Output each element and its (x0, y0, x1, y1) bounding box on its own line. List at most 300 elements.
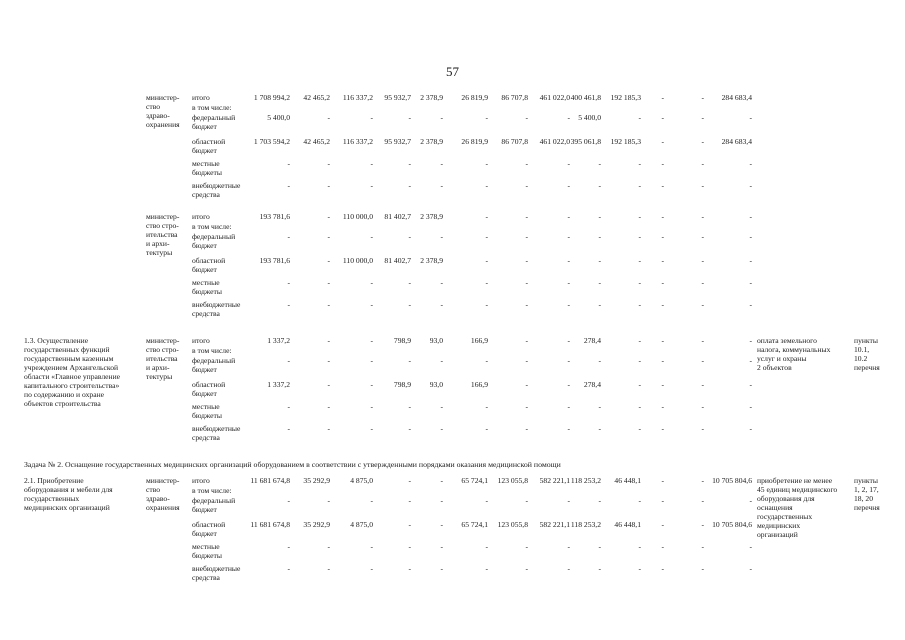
table-cell: - (749, 380, 752, 389)
table-cell: - (598, 424, 601, 433)
table-cell: - (638, 159, 641, 168)
result-text-line: приобретение не менее (757, 476, 833, 485)
table-cell: 284 683,4 (721, 137, 752, 146)
table-cell: - (525, 402, 528, 411)
table-cell: - (701, 159, 704, 168)
table-cell: - (485, 232, 488, 241)
source-label-local-line: бюджеты (192, 168, 222, 177)
table-cell: - (567, 181, 570, 190)
table-cell: - (701, 476, 704, 485)
executor-text-line: ительства (146, 354, 178, 363)
table-cell: - (661, 137, 664, 146)
table-cell: 4 875,0 (350, 476, 373, 485)
table-cell: 461 022,0 (539, 137, 570, 146)
source-label-offbudget-line: средства (192, 573, 220, 582)
reference-text-line: 10.1, (854, 345, 870, 354)
table-cell: - (567, 256, 570, 265)
table-cell: 798,9 (393, 336, 411, 345)
table-cell: 278,4 (583, 380, 601, 389)
table-cell: - (525, 232, 528, 241)
table-cell: 1 708 994,2 (253, 93, 290, 102)
table-cell: - (485, 496, 488, 505)
table-cell: - (701, 232, 704, 241)
table-cell: - (327, 300, 330, 309)
table-cell: - (440, 278, 443, 287)
table-cell: - (598, 159, 601, 168)
page-number: 57 (446, 64, 459, 79)
table-cell: - (749, 402, 752, 411)
table-cell: - (525, 113, 528, 122)
table-cell: - (661, 212, 664, 221)
result-text-line: оборудования для (757, 494, 815, 503)
table-cell: 81 402,7 (384, 256, 411, 265)
table-cell: - (638, 424, 641, 433)
table-cell: - (638, 380, 641, 389)
source-label-offbudget-line: средства (192, 190, 220, 199)
table-cell: 95 932,7 (384, 93, 411, 102)
table-cell: - (370, 300, 373, 309)
table-cell: - (485, 402, 488, 411)
source-label-regional-line: бюджет (192, 265, 217, 274)
executor-text-line: и архи- (146, 363, 170, 372)
source-label-regional-line: областной (192, 380, 226, 389)
table-cell: - (287, 232, 290, 241)
table-cell: - (440, 542, 443, 551)
task-heading: Задача № 2. Оснащение государственных медицинских организаций оборудованием в соответствии с утвержденными порядками оказания медицинской помощи (24, 460, 561, 469)
table-cell: - (370, 278, 373, 287)
table-cell: - (598, 181, 601, 190)
executor-text-line: ительства (146, 230, 178, 239)
reference-text-line: перечня (854, 363, 880, 372)
table-cell: - (370, 336, 373, 345)
table-cell: - (661, 181, 664, 190)
source-label-regional-line: областной (192, 520, 226, 529)
table-cell: - (638, 564, 641, 573)
executor-text-line: министер- (146, 476, 180, 485)
result-text-line: оснащения (757, 503, 793, 512)
table-cell: 93,0 (429, 336, 443, 345)
reference-text-line: 1, 2, 17, (854, 485, 879, 494)
table-cell: - (370, 232, 373, 241)
table-cell: - (661, 278, 664, 287)
table-cell: - (638, 300, 641, 309)
table-cell: 284 683,4 (721, 93, 752, 102)
table-cell: - (408, 159, 411, 168)
table-cell: 193 781,6 (259, 256, 290, 265)
table-cell: - (440, 232, 443, 241)
table-cell: - (638, 336, 641, 345)
source-label-offbudget-line: внебюджетные (192, 181, 241, 190)
table-cell: 42 465,2 (303, 93, 330, 102)
table-cell: - (408, 300, 411, 309)
table-cell: - (598, 542, 601, 551)
executor-text-line: министер- (146, 93, 180, 102)
table-cell: - (661, 402, 664, 411)
table-cell: 26 819,9 (461, 137, 488, 146)
table-cell: - (661, 93, 664, 102)
table-cell: - (408, 520, 411, 529)
table-cell: - (370, 542, 373, 551)
table-cell: - (567, 278, 570, 287)
item-text-line: учреждением Архангельской (24, 363, 119, 372)
table-cell: - (638, 402, 641, 411)
reference-text-line: 18, 20 (854, 494, 873, 503)
table-cell: - (408, 476, 411, 485)
table-cell: 192 185,3 (610, 93, 641, 102)
source-label-federal-line: бюджет (192, 241, 217, 250)
table-cell: - (485, 278, 488, 287)
table-cell: 116 337,2 (342, 93, 373, 102)
table-cell: - (701, 278, 704, 287)
source-label-federal-line: федеральный (192, 496, 236, 505)
table-cell: - (525, 380, 528, 389)
table-cell: - (287, 300, 290, 309)
table-cell: - (567, 336, 570, 345)
table-cell: - (598, 278, 601, 287)
table-cell: - (408, 181, 411, 190)
table-cell: - (327, 256, 330, 265)
table-cell: 123 055,8 (497, 476, 528, 485)
table-cell: 93,0 (429, 380, 443, 389)
table-cell: 2 378,9 (420, 212, 443, 221)
table-cell: - (661, 256, 664, 265)
table-cell: - (638, 181, 641, 190)
table-cell: - (327, 356, 330, 365)
table-cell: - (701, 356, 704, 365)
reference-text-line: пункты (854, 476, 878, 485)
table-cell: - (661, 424, 664, 433)
result-text-line: 2 объектов (757, 363, 792, 372)
executor-text-line: ство стро- (146, 221, 179, 230)
executor-text-line: охранения (146, 120, 180, 129)
table-cell: 166,9 (470, 336, 488, 345)
source-label-regional-line: бюджет (192, 389, 217, 398)
table-cell: 5 400,0 (267, 113, 290, 122)
table-cell: - (638, 232, 641, 241)
table-cell: - (327, 159, 330, 168)
table-cell: - (567, 232, 570, 241)
table-cell: - (661, 336, 664, 345)
table-cell: - (370, 496, 373, 505)
result-text-line: государственных (757, 512, 813, 521)
table-cell: - (440, 476, 443, 485)
table-cell: - (701, 496, 704, 505)
table-cell: - (701, 402, 704, 411)
item-text-line: государственным казенным (24, 354, 114, 363)
table-cell: - (749, 212, 752, 221)
table-cell: - (701, 300, 704, 309)
source-label-offbudget-line: внебюджетные (192, 564, 241, 573)
source-label-offbudget-line: внебюджетные (192, 424, 241, 433)
source-label-offbudget-line: средства (192, 433, 220, 442)
source-label-incl-line: в том числе: (192, 486, 232, 495)
table-cell: 582 221,1 (539, 476, 570, 485)
table-cell: - (485, 542, 488, 551)
table-cell: - (661, 356, 664, 365)
table-cell: 1 703 594,2 (253, 137, 290, 146)
source-label-incl-line: в том числе: (192, 103, 232, 112)
table-cell: 86 707,8 (501, 137, 528, 146)
table-cell: - (440, 159, 443, 168)
table-cell: 65 724,1 (461, 476, 488, 485)
table-cell: - (567, 212, 570, 221)
table-cell: - (749, 256, 752, 265)
table-cell: - (525, 542, 528, 551)
executor-text-line: и архи- (146, 239, 170, 248)
table-cell: 193 781,6 (259, 212, 290, 221)
reference-text-line: 10.2 (854, 354, 868, 363)
table-cell: - (370, 113, 373, 122)
table-cell: - (327, 278, 330, 287)
table-cell: - (408, 113, 411, 122)
table-cell: - (749, 356, 752, 365)
executor-text-line: здраво- (146, 111, 170, 120)
table-cell: - (749, 232, 752, 241)
table-cell: 118 253,2 (570, 476, 601, 485)
source-label-regional-line: областной (192, 256, 226, 265)
executor-text-line: тектуры (146, 248, 173, 257)
table-cell: - (408, 232, 411, 241)
executor-text-line: охранения (146, 503, 180, 512)
table-cell: 10 705 804,6 (712, 520, 752, 529)
table-cell: - (408, 542, 411, 551)
table-cell: 95 932,7 (384, 137, 411, 146)
item-text-line: по содержанию и охране (24, 390, 105, 399)
table-cell: 166,9 (470, 380, 488, 389)
table-cell: - (485, 424, 488, 433)
table-cell: 4 875,0 (350, 520, 373, 529)
table-cell: 123 055,8 (497, 520, 528, 529)
table-cell: - (749, 181, 752, 190)
source-label-federal-line: бюджет (192, 365, 217, 374)
result-text-line: медицинских (757, 521, 801, 530)
table-cell: 86 707,8 (501, 93, 528, 102)
table-cell: - (598, 356, 601, 365)
table-cell: - (701, 256, 704, 265)
table-cell: - (638, 356, 641, 365)
table-cell: 46 448,1 (614, 520, 641, 529)
table-cell: - (598, 496, 601, 505)
table-cell: - (661, 476, 664, 485)
table-cell: - (567, 402, 570, 411)
table-cell: - (749, 564, 752, 573)
table-cell: 26 819,9 (461, 93, 488, 102)
table-cell: - (749, 496, 752, 505)
source-label-offbudget-line: средства (192, 309, 220, 318)
table-cell: - (287, 356, 290, 365)
table-cell: - (701, 336, 704, 345)
table-cell: 116 337,2 (342, 137, 373, 146)
table-cell: - (525, 278, 528, 287)
table-cell: - (485, 181, 488, 190)
table-cell: 110 000,0 (342, 256, 373, 265)
table-cell: - (701, 424, 704, 433)
source-label-offbudget-line: внебюджетные (192, 300, 241, 309)
table-cell: - (485, 159, 488, 168)
result-text-line: организаций (757, 530, 798, 539)
table-cell: - (567, 159, 570, 168)
table-cell: - (485, 300, 488, 309)
reference-text-line: перечня (854, 503, 880, 512)
table-cell: 2 378,9 (420, 137, 443, 146)
result-text-line: оплата земельного (757, 336, 817, 345)
table-cell: - (327, 212, 330, 221)
table-cell: - (525, 356, 528, 365)
table-cell: - (440, 496, 443, 505)
table-cell: - (370, 564, 373, 573)
table-cell: - (287, 496, 290, 505)
table-cell: - (370, 380, 373, 389)
table-cell: - (408, 424, 411, 433)
table-cell: 582 221,1 (539, 520, 570, 529)
result-text-line: 45 единиц медицинского (757, 485, 838, 494)
table-cell: - (598, 232, 601, 241)
table-cell: - (661, 564, 664, 573)
table-cell: - (485, 356, 488, 365)
table-cell: - (598, 564, 601, 573)
executor-text-line: ство (146, 485, 161, 494)
table-cell: - (598, 300, 601, 309)
source-label-total-line: итого (192, 93, 210, 102)
table-cell: - (370, 402, 373, 411)
executor-text-line: ство (146, 102, 161, 111)
source-label-local-line: местные (192, 278, 220, 287)
source-label-local-line: бюджеты (192, 551, 222, 560)
table-cell: - (567, 300, 570, 309)
table-cell: 118 253,2 (570, 520, 601, 529)
table-cell: 35 292,9 (303, 476, 330, 485)
table-cell: - (327, 564, 330, 573)
table-cell: - (749, 542, 752, 551)
item-text-line: медицинских организаций (24, 503, 110, 512)
table-cell: - (638, 278, 641, 287)
table-cell: - (661, 232, 664, 241)
executor-text-line: здраво- (146, 494, 170, 503)
table-cell: - (485, 212, 488, 221)
table-cell: - (701, 212, 704, 221)
source-label-total-line: итого (192, 212, 210, 221)
table-cell: - (440, 424, 443, 433)
table-cell: - (661, 159, 664, 168)
table-cell: 11 681 674,8 (250, 476, 290, 485)
table-cell: - (440, 520, 443, 529)
table-cell: - (749, 424, 752, 433)
table-cell: - (440, 402, 443, 411)
source-label-incl-line: в том числе: (192, 346, 232, 355)
table-cell: - (749, 113, 752, 122)
item-text-line: капитального строительства» (24, 381, 120, 390)
item-text-line: области «Главное управление (24, 372, 121, 381)
table-cell: - (567, 424, 570, 433)
table-cell: 110 000,0 (342, 212, 373, 221)
table-cell: - (408, 564, 411, 573)
item-text-line: объектов строительства (24, 399, 101, 408)
table-cell: - (408, 402, 411, 411)
table-cell: - (567, 113, 570, 122)
table-cell: - (661, 496, 664, 505)
table-cell: - (408, 278, 411, 287)
table-cell: - (327, 336, 330, 345)
table-cell: - (638, 212, 641, 221)
table-cell: - (287, 278, 290, 287)
table-cell: - (661, 520, 664, 529)
table-cell: - (525, 212, 528, 221)
table-cell: - (661, 113, 664, 122)
table-cell: - (749, 336, 752, 345)
table-cell: - (661, 542, 664, 551)
table-cell: - (327, 496, 330, 505)
table-cell: 278,4 (583, 336, 601, 345)
table-cell: - (749, 159, 752, 168)
table-cell: - (485, 564, 488, 573)
table-cell: - (525, 336, 528, 345)
table-cell: - (440, 113, 443, 122)
table-cell: - (525, 159, 528, 168)
table-cell: 11 681 674,8 (250, 520, 290, 529)
table-cell: - (567, 380, 570, 389)
table-cell: - (525, 424, 528, 433)
table-cell: - (661, 380, 664, 389)
table-cell: 461 022,0 (539, 93, 570, 102)
table-cell: - (327, 380, 330, 389)
source-label-local-line: бюджеты (192, 411, 222, 420)
table-cell: - (638, 256, 641, 265)
table-cell: - (525, 496, 528, 505)
table-cell: - (567, 356, 570, 365)
table-cell: - (749, 300, 752, 309)
table-cell: - (638, 496, 641, 505)
result-text-line: налога, коммунальных (757, 345, 831, 354)
table-cell: - (701, 181, 704, 190)
source-label-total-line: итого (192, 476, 210, 485)
source-label-regional-line: бюджет (192, 529, 217, 538)
table-cell: - (408, 356, 411, 365)
item-text-line: государственных функций (24, 345, 110, 354)
table-cell: 395 061,8 (570, 137, 601, 146)
table-cell: - (525, 564, 528, 573)
table-cell: - (327, 181, 330, 190)
table-cell: - (287, 564, 290, 573)
table-cell: - (598, 256, 601, 265)
source-label-regional-line: областной (192, 137, 226, 146)
source-label-regional-line: бюджет (192, 146, 217, 155)
table-cell: 2 378,9 (420, 256, 443, 265)
source-label-incl-line: в том числе: (192, 222, 232, 231)
source-label-local-line: местные (192, 542, 220, 551)
table-cell: - (287, 424, 290, 433)
table-cell: - (327, 424, 330, 433)
table-cell: - (525, 181, 528, 190)
source-label-federal-line: бюджет (192, 505, 217, 514)
table-cell: 65 724,1 (461, 520, 488, 529)
item-text-line: 2.1. Приобретение (24, 476, 84, 485)
table-cell: - (440, 181, 443, 190)
table-cell: 35 292,9 (303, 520, 330, 529)
table-cell: 81 402,7 (384, 212, 411, 221)
table-cell: - (370, 356, 373, 365)
source-label-federal-line: бюджет (192, 122, 217, 131)
source-label-local-line: местные (192, 159, 220, 168)
table-cell: - (598, 402, 601, 411)
table-cell: 1 337,2 (267, 336, 290, 345)
table-cell: - (567, 496, 570, 505)
table-cell: 10 705 804,6 (712, 476, 752, 485)
table-cell: - (638, 113, 641, 122)
table-cell: - (287, 542, 290, 551)
table-cell: - (370, 181, 373, 190)
table-cell: - (327, 402, 330, 411)
table-cell: - (598, 212, 601, 221)
